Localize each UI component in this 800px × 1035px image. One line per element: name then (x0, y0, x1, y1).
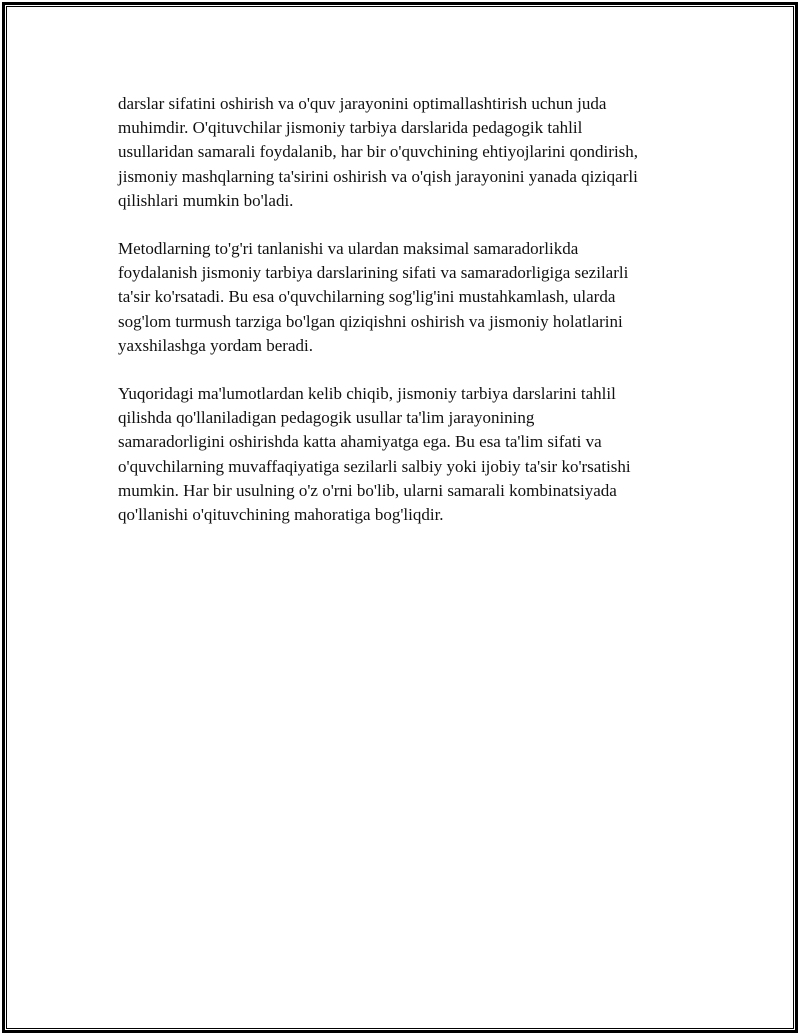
paragraph-3: Yuqoridagi ma'lumotlardan kelib chiqib, jismoniy tarbiya darslarini tahlil qilishda qo'llaniladigan pedagogik usullar ta'lim jarayonining samaradorligini oshirishda katta ahamiyatga ega. Bu esa ta'lim sifati va o'quvchilarning muvaffaqiyatiga sezilarli salbiy yoki ijobiy ta'sir ko'rsatishi mumkin. Har bir usulning o'z o'rni bo'lib, ularni samarali kombinatsiyada qo'llanishi o'qituvchining mahoratiga bog'liqdir. (118, 384, 631, 525)
paragraph-1: darslar sifatini oshirish va o'quv jarayonini optimallashtirish uchun juda muhimdir. O'qituvchilar jismoniy tarbiya darslarida pedagogik tahlil usullaridan samarali foydalanib, har bir o'quvchining ehtiyojlarini qondirish, jismoniy mashqlarning ta'sirini oshirish va o'qish jarayonini yanada qiziqarli qilishlari mumkin bo'ladi. (118, 94, 639, 210)
paragraph-2: Metodlarning to'g'ri tanlanishi va ulardan maksimal samaradorlikda foydalanish jismoniy tarbiya darslarining sifati va samaradorligiga sezilarli ta'sir ko'rsatadi. Bu esa o'quvchilarning sog'lig'ini mustahkamlash, ularda sog'lom turmush tarziga bo'lgan qiziqishni oshirish va jismoniy holatlarini yaxshilashga yordam beradi. (118, 239, 629, 355)
document-body (118, 92, 698, 551)
